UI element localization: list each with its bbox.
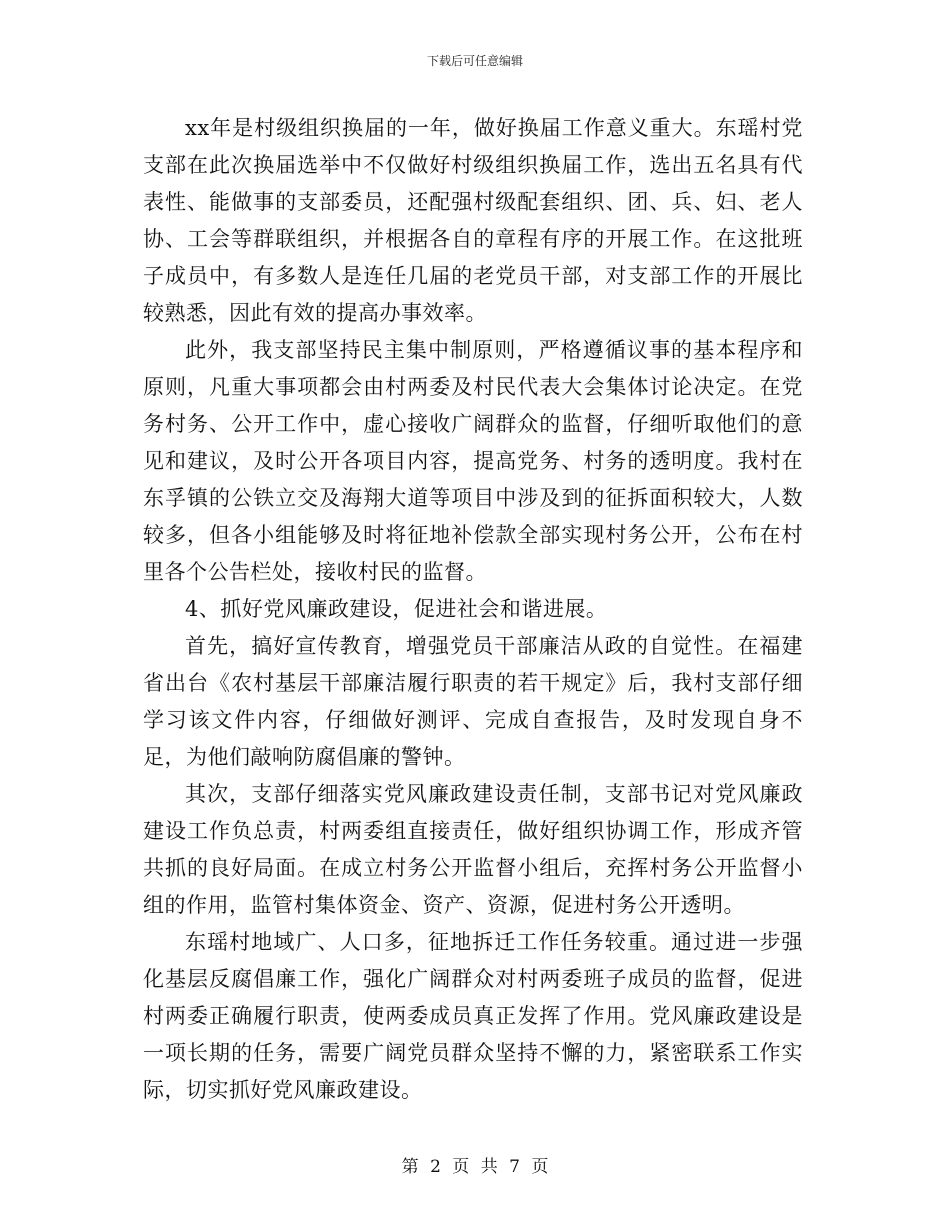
- section-heading-4: 4、抓好党风廉政建设，促进社会和谐进展。: [185, 597, 608, 621]
- paragraph-democratic-centralism: 此外，我支部坚持民主集中制原则，严格遵循议事的基本程序和原则，凡重大事项都会由村两委及村民代表大会集体讨论决定。在党务村务、公开工作中，虚心接收广阔群众的监督，仔细听取他们的意见和建议，及时公开各项目内容，提高党务、村务的透明度。我村在东孚镇的公铁立交及海翔大道等项目中涉及到的征拆面积较大，人数较多，但各小组能够及时将征地补偿款全部实现村务公开，公布在村里各个公告栏处，接收村民的监督。: [143, 338, 803, 584]
- page-header: 下载后可任意编辑: [426, 54, 523, 68]
- document-body: [143, 110, 803, 1109]
- paragraph-conclusion: 东瑶村地域广、人口多，征地拆迁工作任务较重。通过进一步强化基层反腐倡廉工作，强化广阔群众对村两委班子成员的监督，促进村两委正确履行职责，使两委成员真正发挥了作用。党风廉政建设是一项长期的任务，需要广阔党员群众坚持不懈的力，紧密联系工作实际，切实抓好党风廉政建设。: [143, 930, 803, 1102]
- paragraph-first: 首先，搞好宣传教育，增强党员干部廉洁从政的自觉性。在福建省出台《农村基层干部廉洁履行职责的若干规定》后，我村支部仔细学习该文件内容，仔细做好测评、完成自查报告，及时发现自身不足，为他们敲响防腐倡廉的警钟。: [143, 634, 803, 769]
- paragraph-second: 其次，支部仔细落实党风廉政建设责任制，支部书记对党风廉政建设工作负总责，村两委组直接责任，做好组织协调工作，形成齐管共抓的良好局面。在成立村务公开监督小组后，充挥村务公开监督小组的作用，监管村集体资金、资产、资源，促进村务公开透明。: [143, 782, 803, 917]
- paragraph-election: xx年是村级组织换届的一年，做好换届工作意义重大。东瑶村党支部在此次换届选举中不仅做好村级组织换届工作，选出五名具有代表性、能做事的支部委员，还配强村级配套组织、团、兵、妇、老人协、工会等群联组织，并根据各自的章程有序的开展工作。在这批班子成员中，有多数人是连任几届的老党员干部，对支部工作的开展比较熟悉，因此有效的提高办事效率。: [143, 116, 803, 325]
- page-number-footer: 第 2 页 共 7 页: [401, 1157, 549, 1177]
